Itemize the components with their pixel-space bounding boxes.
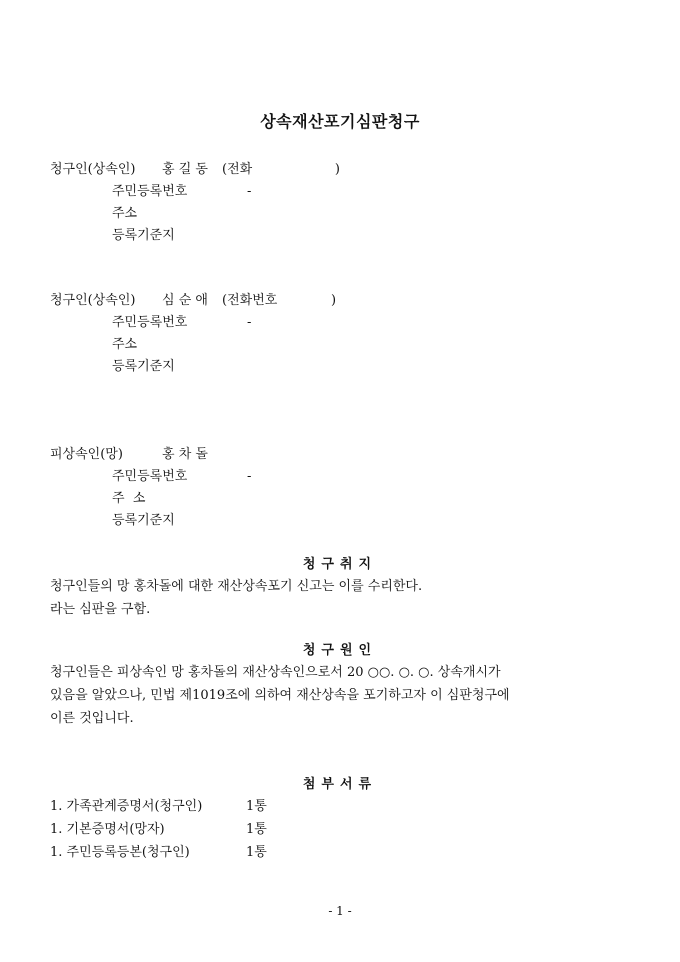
claimant-2-registry-label: 등록기준지 (112, 359, 175, 374)
deceased-rrn-label: 주민등록번호 (112, 469, 188, 484)
claimant-1-rrn-label: 주민등록번호 (112, 184, 188, 199)
claimant-1-role: 청구인(상속인) (50, 162, 136, 177)
cause-line-3: 이른 것입니다. (50, 711, 134, 726)
claimant-2-role: 청구인(상속인) (50, 293, 136, 308)
attachment-item-2: 1. 기본증명서(망자) (50, 822, 165, 837)
purpose-line-1: 청구인들의 망 홍차돌에 대한 재산상속포기 신고는 이를 수리한다. (50, 579, 423, 594)
cause-line-1: 청구인들은 피상속인 망 홍차돌의 재산상속인으로서 20 ○○. ○. ○. 상속개시가 (50, 665, 501, 680)
claimant-2-rrn-dash: - (247, 315, 252, 330)
deceased-name: 홍 차 돌 (162, 447, 208, 462)
deceased-role: 피상속인(망) (50, 447, 123, 462)
deceased-rrn-dash: - (247, 469, 252, 484)
claimant-1-name: 홍 길 동 (162, 162, 208, 177)
attachment-item-2-count: 1통 (246, 822, 267, 837)
claimant-1-registry-label: 등록기준지 (112, 228, 175, 243)
purpose-line-2: 라는 심판을 구함. (50, 602, 151, 617)
claimant-1-rrn-dash: - (247, 184, 252, 199)
claimant-2-name: 심 순 애 (162, 293, 208, 308)
claimant-1-address-label: 주소 (112, 206, 138, 221)
document-title: 상속재산포기심판청구 (260, 112, 420, 131)
deceased-address-label: 주 소 (112, 491, 146, 506)
cause-heading: 청구원인 (302, 643, 378, 658)
purpose-heading: 청구취지 (302, 557, 378, 572)
attachment-item-1-count: 1통 (246, 799, 267, 814)
claimant-1-phone: (전화 ) (222, 162, 340, 177)
attachment-item-3-count: 1통 (246, 845, 267, 860)
attachment-item-1: 1. 가족관계증명서(청구인) (50, 799, 203, 814)
attachment-item-3: 1. 주민등록등본(청구인) (50, 845, 190, 860)
attachments-heading: 첨부서류 (302, 777, 378, 792)
page-number: - 1 - (328, 904, 352, 918)
claimant-2-phone: (전화번호 ) (222, 293, 337, 308)
claimant-2-rrn-label: 주민등록번호 (112, 315, 188, 330)
cause-line-2: 있음을 알았으나, 민법 제1019조에 의하여 재산상속을 포기하고자 이 심판청구에 (50, 688, 510, 703)
claimant-2-address-label: 주소 (112, 337, 138, 352)
deceased-registry-label: 등록기준지 (112, 513, 175, 528)
